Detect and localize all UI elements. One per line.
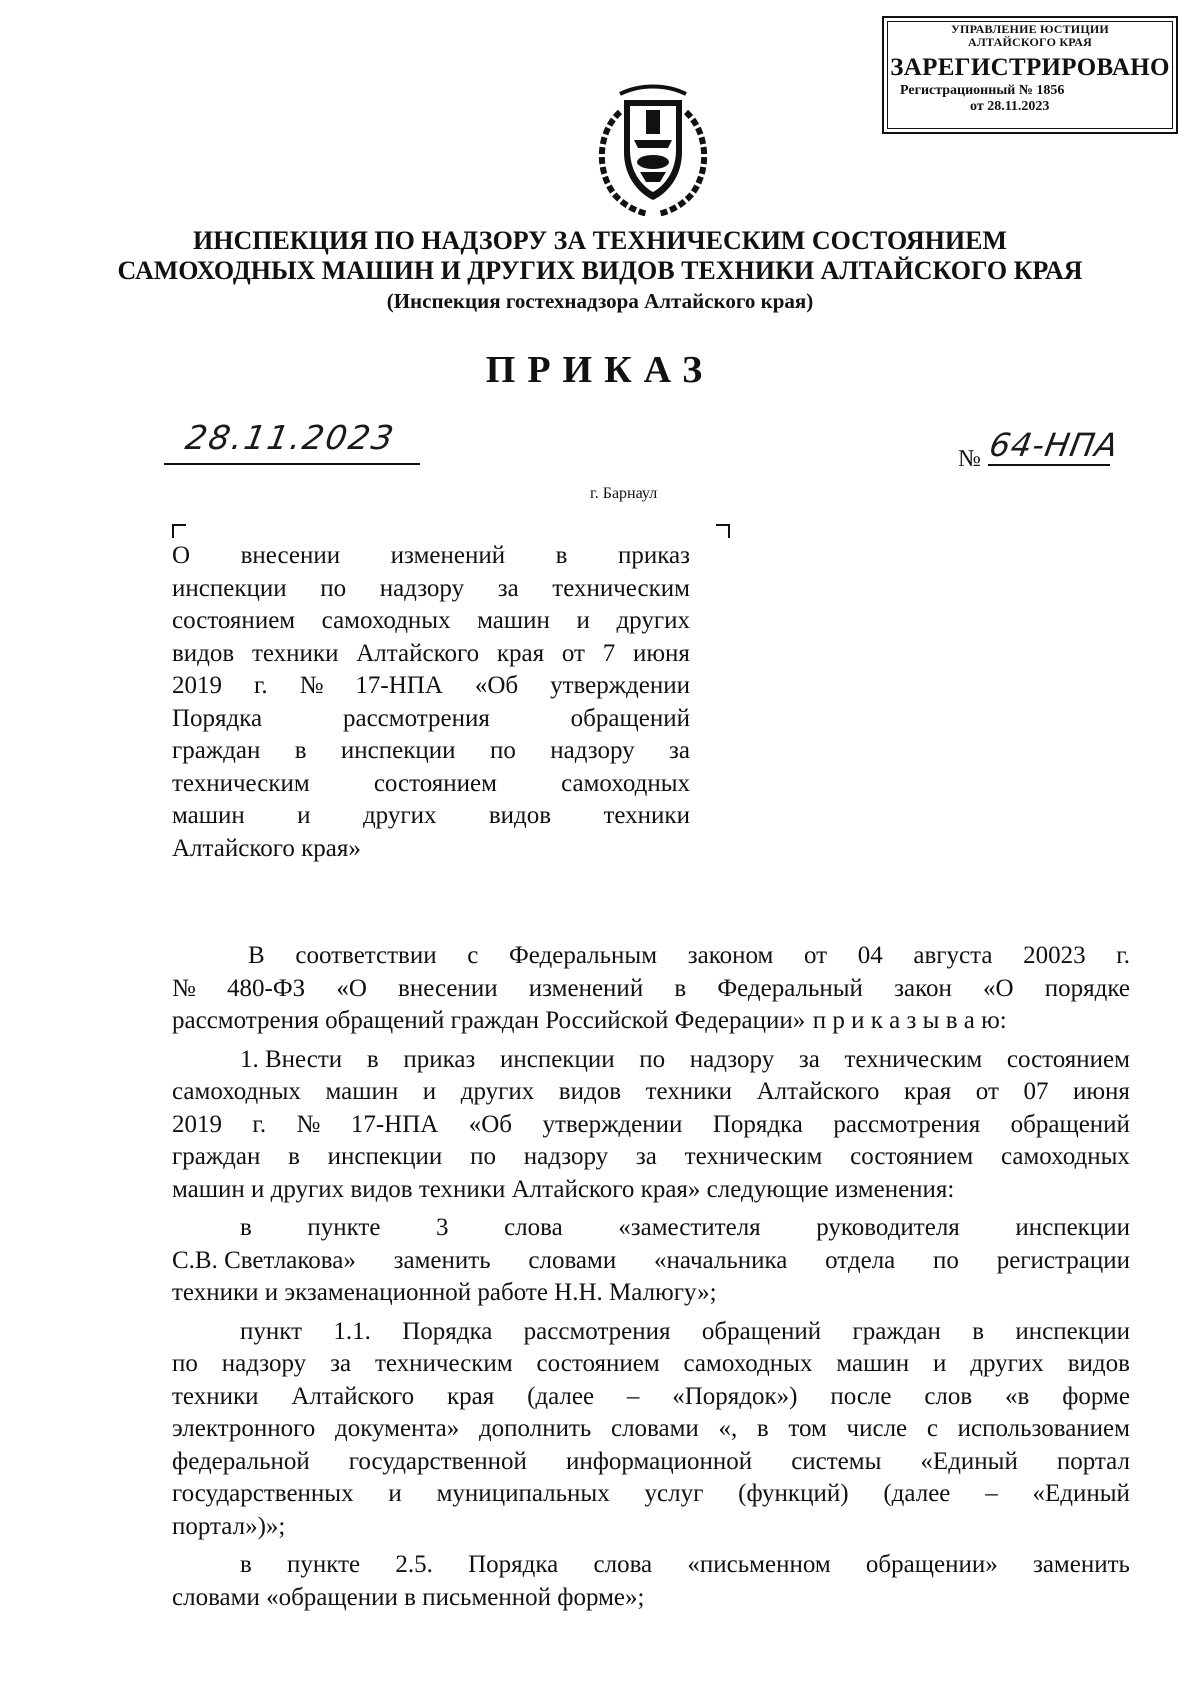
word: за (798, 1045, 820, 1073)
text-line (172, 1277, 1130, 1310)
word: техники (603, 802, 690, 829)
word: Порядка (172, 704, 263, 732)
word: видов (1067, 1350, 1130, 1377)
word: 04 (857, 942, 883, 969)
word: слова (504, 1214, 563, 1241)
word: надзору (221, 1350, 307, 1377)
word: портал (1056, 1447, 1130, 1475)
word: словами (610, 1415, 699, 1442)
word: и (388, 1480, 402, 1507)
word: и (933, 1350, 947, 1377)
word: порядке (1044, 974, 1130, 1002)
word: других (970, 1350, 1044, 1377)
word: слов (924, 1382, 973, 1410)
text-line (172, 735, 690, 768)
word: других (362, 802, 437, 829)
word: по (172, 1350, 198, 1377)
word: обращении» (865, 1551, 998, 1578)
word: – (985, 1480, 998, 1507)
word: самоходных (172, 1078, 301, 1105)
word: граждан (172, 737, 261, 764)
word: (далее (527, 1382, 595, 1410)
word: 3 (436, 1214, 449, 1241)
order-subject (172, 540, 690, 865)
word: государственных (172, 1480, 354, 1507)
word: С.В. Светлакова» (172, 1246, 356, 1274)
word: Алтайского (356, 639, 480, 667)
word: регистрации (996, 1246, 1130, 1274)
word: рассмотрения (833, 1110, 981, 1138)
word: самоходных (1000, 1143, 1130, 1170)
word: федеральной (172, 1447, 310, 1475)
word: В (248, 942, 265, 969)
word: дополнить (478, 1415, 592, 1442)
word: Федеральный (717, 974, 863, 1002)
city-name: г. Барнаул (590, 485, 658, 502)
word: в (240, 1551, 252, 1578)
word: услуг (644, 1480, 704, 1507)
word: с (467, 942, 479, 969)
word: состоянием (172, 607, 296, 634)
word: Порядка (402, 1317, 493, 1345)
word: за (330, 1350, 352, 1377)
word: инспекции (499, 1045, 615, 1073)
text-line (172, 1478, 1130, 1511)
word: края (496, 639, 545, 667)
word: обращений (701, 1317, 822, 1345)
word: самоходных (683, 1350, 813, 1377)
subject-bracket-left (172, 524, 186, 538)
word: «, (718, 1415, 738, 1442)
word: после (830, 1382, 892, 1410)
text-line (172, 1076, 1130, 1109)
word: форме (1062, 1382, 1130, 1410)
text-line (172, 1212, 1130, 1245)
word: 07 (1023, 1078, 1049, 1105)
text-line (172, 800, 690, 833)
word: от (803, 942, 828, 969)
word: Алтайского (756, 1078, 880, 1105)
word: надзору (379, 574, 465, 602)
word: в (972, 1317, 985, 1345)
word: п р и к а з ы в а ю: (812, 1007, 1007, 1034)
word: состоянием (1006, 1045, 1130, 1073)
word: «в (1005, 1382, 1030, 1410)
text-line (172, 605, 690, 638)
word: в (756, 1415, 769, 1442)
word: заменить (1032, 1551, 1130, 1578)
word: Алтайского (291, 1382, 415, 1410)
word: состоянием (373, 769, 497, 797)
word: других (616, 607, 690, 634)
document-type: ПРИКАЗ (485, 349, 715, 391)
text-line (172, 1381, 1130, 1414)
text-line (172, 703, 690, 736)
word: 480-ФЗ (227, 974, 306, 1002)
word: законом (687, 942, 774, 969)
word: рассмотрения (342, 704, 490, 732)
word: (далее (883, 1480, 951, 1507)
word: техническим (552, 574, 690, 602)
word: Алтайского края» (172, 834, 361, 862)
word: техническим (374, 1350, 513, 1377)
word: от (975, 1078, 999, 1105)
word: машин (836, 1350, 910, 1377)
word: обращений (570, 704, 690, 732)
word: видов (488, 802, 552, 829)
stamp-reg-number: Регистрационный № 1856 (900, 83, 1065, 98)
word: Федеральным (509, 942, 658, 969)
word: надзору (550, 737, 635, 764)
number-sign: № (958, 446, 981, 472)
word: граждан (852, 1317, 941, 1345)
word: «начальника (653, 1246, 788, 1274)
word: (функций) (738, 1480, 849, 1507)
text-line (172, 1413, 1130, 1446)
word: машин (325, 1078, 399, 1105)
word: по (489, 737, 516, 764)
word: инспекции (340, 737, 456, 764)
word: рассмотрения обращений граждан Российской Федерации» (172, 1007, 806, 1034)
word: пункте (307, 1214, 381, 1241)
word: изменений (528, 974, 644, 1002)
word: 17-НПА (355, 672, 443, 699)
text-line (172, 1446, 1130, 1479)
word: инспекции (172, 574, 287, 602)
word: № (299, 672, 324, 699)
word: г. (253, 672, 268, 699)
word: техническим (172, 769, 310, 797)
word: инспекции (1015, 1214, 1130, 1241)
word: за (497, 574, 519, 602)
word: в (674, 974, 687, 1002)
word: видов (172, 639, 235, 667)
stamp-org-line1: УПРАВЛЕНИЕ ЮСТИЦИИ (951, 22, 1109, 36)
word: № (172, 974, 196, 1002)
word: использованием (957, 1415, 1130, 1442)
text-line (172, 540, 690, 573)
word: в (240, 1214, 252, 1241)
word: муниципальных (436, 1480, 610, 1507)
word: 2019 (172, 672, 222, 699)
word: самоходных (561, 769, 690, 797)
word: рассмотрения (523, 1317, 671, 1345)
word: «Единый (920, 1447, 1018, 1475)
word: самоходных (321, 607, 451, 634)
word: внесении (240, 542, 341, 569)
org-title-line2: САМОХОДНЫХ МАШИН И ДРУГИХ ВИДОВ ТЕХНИКИ АЛТАЙСКОГО КРАЯ (117, 256, 1083, 285)
word: числе (846, 1415, 908, 1442)
text-line (172, 638, 690, 671)
stamp-org-line2: АЛТАЙСКОГО КРАЯ (968, 35, 1092, 49)
registration-stamp (882, 16, 1178, 134)
word: государственной (348, 1447, 527, 1475)
word: техническим (684, 1143, 823, 1170)
word: надзору (523, 1143, 609, 1170)
text-line (172, 1511, 1130, 1544)
word: изменений (390, 542, 506, 569)
word: соответствии (295, 942, 437, 969)
word: техники (645, 1078, 733, 1105)
word: видов (558, 1078, 622, 1105)
word: Порядка (468, 1551, 559, 1578)
word: «письменном (687, 1551, 831, 1578)
word: 2.5. (395, 1551, 433, 1578)
word: по (320, 574, 347, 602)
text-line (172, 1245, 1130, 1278)
word: состоянием (850, 1143, 974, 1170)
word: «заместителя (618, 1214, 761, 1241)
stamp-reg-date: от 28.11.2023 (970, 99, 1050, 114)
order-body (172, 940, 1130, 1614)
word: обращений (1010, 1110, 1130, 1138)
word: за (635, 1143, 657, 1170)
text-line (172, 1316, 1130, 1349)
word: 1. Внести (240, 1045, 343, 1073)
word: г. (252, 1110, 267, 1138)
word: надзору (689, 1045, 775, 1073)
word: портал»)»; (172, 1512, 286, 1540)
word: «О (983, 974, 1014, 1002)
word: пункте (287, 1551, 361, 1578)
word: слова (593, 1551, 653, 1578)
text-line (172, 1141, 1130, 1174)
word: машин и других видов техники Алтайского края» следующие изменения: (172, 1175, 955, 1203)
text-line (172, 833, 690, 866)
word: 7 (602, 639, 616, 667)
word: техники (172, 1382, 259, 1410)
word: по (470, 1143, 496, 1170)
word: машин (172, 802, 245, 829)
word: в (555, 542, 568, 569)
word: края (446, 1382, 495, 1410)
word: 2019 (172, 1110, 222, 1138)
word: августа (913, 942, 993, 969)
word: словами «обращении в письменной форме»; (172, 1583, 645, 1611)
text-line (172, 1174, 1130, 1207)
handwritten-number: 64-НПА (986, 426, 1122, 464)
subject-bracket-right (716, 524, 730, 538)
word: закон (894, 974, 952, 1002)
word: машин (477, 607, 550, 634)
word: «О (336, 974, 367, 1002)
text-line (172, 1005, 1130, 1038)
word: О (172, 542, 191, 569)
word: «Об (474, 672, 519, 699)
stamp-status: ЗАРЕГИСТРИРОВАНО (890, 54, 1170, 81)
handwritten-date: 28.11.2023 (182, 418, 399, 457)
word: «Об (468, 1110, 513, 1138)
text-line (172, 1348, 1130, 1381)
word: и (297, 802, 311, 829)
word: от (561, 639, 585, 667)
word: 1.1. (333, 1317, 371, 1345)
word: инспекции (327, 1143, 443, 1170)
number-underline (988, 464, 1110, 466)
word: электронного (172, 1415, 316, 1442)
word: техническим (844, 1045, 983, 1073)
word: Порядка (712, 1110, 803, 1138)
word: с (926, 1415, 938, 1442)
word: в (366, 1045, 379, 1073)
org-short-name: (Инспекция гостехнадзора Алтайского края) (386, 289, 814, 313)
word: информационной (565, 1447, 753, 1475)
word: приказ (403, 1045, 476, 1073)
word: за (669, 737, 690, 764)
word: «Единый (1032, 1480, 1130, 1507)
word: заменить (393, 1246, 491, 1274)
word: словами (528, 1246, 617, 1274)
word: инспекции (1015, 1317, 1130, 1345)
coat-of-arms-icon (590, 82, 716, 216)
text-line (172, 1582, 1130, 1615)
word: 17-НПА (350, 1110, 439, 1138)
word: и (422, 1078, 437, 1105)
text-line (172, 768, 690, 801)
word: г. (1116, 942, 1130, 969)
word: по (933, 1246, 959, 1274)
word: и (576, 607, 590, 634)
word: в (288, 1143, 300, 1170)
word: в (294, 737, 307, 764)
word: том (788, 1415, 827, 1442)
text-line (172, 940, 1130, 973)
word: утверждении (542, 1110, 683, 1138)
word: приказ (617, 542, 690, 569)
org-title-line1: ИНСПЕКЦИЯ ПО НАДЗОРУ ЗА ТЕХНИЧЕСКИМ СОСТОЯНИЕМ (193, 226, 1007, 255)
word: руководителя (816, 1214, 960, 1241)
word: отдела (825, 1246, 896, 1274)
word: граждан (172, 1143, 261, 1170)
word: – (626, 1382, 640, 1410)
word: июня (633, 639, 690, 667)
word: пункт (240, 1317, 302, 1345)
text-line (172, 973, 1130, 1006)
text-line (172, 1109, 1130, 1142)
word: внесении (398, 974, 498, 1002)
word: по (639, 1045, 666, 1073)
word: системы (791, 1447, 882, 1475)
word: № (296, 1110, 321, 1138)
word: края (903, 1078, 952, 1105)
text-line (172, 670, 690, 703)
word: техники (251, 639, 339, 667)
text-line (172, 1549, 1130, 1582)
word: других (460, 1078, 535, 1105)
word: документа» (334, 1415, 460, 1442)
date-underline (164, 463, 420, 465)
word: 20023 (1023, 942, 1086, 969)
word: утверждении (550, 672, 690, 699)
word: июня (1072, 1078, 1130, 1105)
word: «Порядок») (672, 1382, 798, 1410)
word: состоянием (536, 1350, 660, 1377)
text-line (172, 1044, 1130, 1077)
text-line (172, 573, 690, 606)
word: техники и экзаменационной работе Н.Н. Малюгу»; (172, 1279, 717, 1306)
